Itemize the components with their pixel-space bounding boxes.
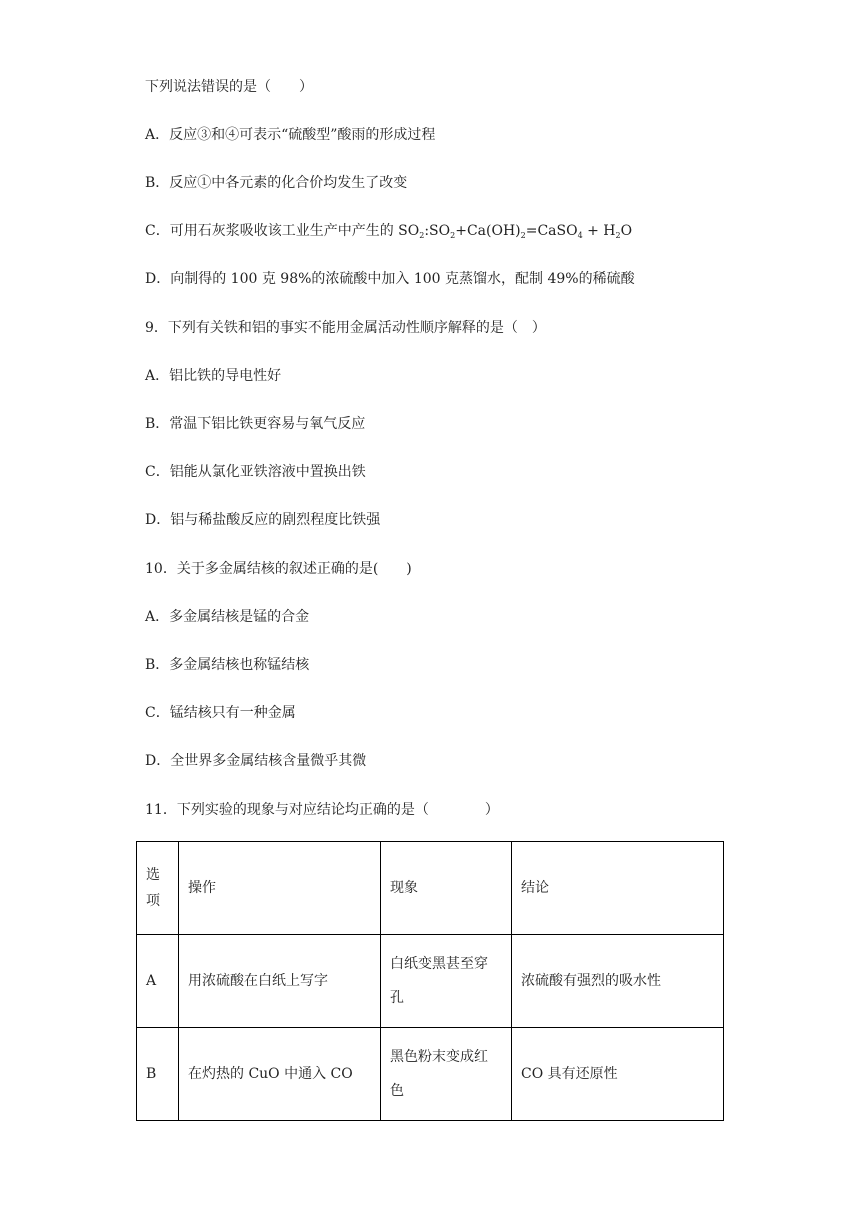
q9-option-c: C．铝能从氯化亚铁溶液中置换出铁 (145, 464, 366, 480)
table-cell: B (137, 1028, 179, 1121)
table-cell: 黑色粉末变成红 色 (381, 1028, 512, 1121)
q9-stem: 9．下列有关铁和铝的事实不能用金属活动性顺序解释的是（ ） (145, 320, 546, 336)
subscript: 2 (419, 231, 425, 240)
q10-stem: 10．关于多金属结核的叙述正确的是( ) (145, 561, 412, 577)
table-header-row (137, 842, 724, 935)
q9-option-d: D．铝与稀盐酸反应的剧烈程度比铁强 (145, 512, 381, 528)
question-intro: 下列说法错误的是（ ） (145, 79, 313, 95)
q8-option-c-text: =CaSO (525, 223, 578, 239)
table-cell: 白纸变黑甚至穿 孔 (381, 935, 512, 1028)
q9-option-a: A．铝比铁的导电性好 (145, 368, 282, 384)
table-cell: 在灼热的 CuO 中通入 CO (179, 1028, 381, 1121)
table-header-cell: 选 项 (137, 842, 179, 935)
q8-option-c (145, 221, 632, 246)
subscript: 2 (615, 231, 621, 240)
q8-option-c-text: +Ca(OH) (455, 223, 521, 239)
table-header-cell: 现象 (381, 842, 512, 935)
q8-option-d: D．向制得的 100 克 98%的浓硫酸中加入 100 克蒸馏水，配制 49%的稀硫酸 (145, 271, 635, 287)
table-row (137, 935, 724, 1028)
q11-table (136, 841, 724, 1121)
table-cell: CO 具有还原性 (512, 1028, 724, 1121)
q8-option-c-text: + H (582, 223, 616, 239)
subscript: 2 (450, 231, 456, 240)
q11-stem: 11．下列实验的现象与对应结论均正确的是（ ） (145, 802, 499, 818)
table-cell: 用浓硫酸在白纸上写字 (179, 935, 381, 1028)
table-header-cell: 结论 (512, 842, 724, 935)
table-row (137, 1028, 724, 1121)
table-header-cell: 操作 (179, 842, 381, 935)
q10-option-a: A．多金属结核是锰的合金 (145, 609, 310, 625)
q9-option-b: B．常温下铝比铁更容易与氧气反应 (145, 416, 366, 432)
q8-option-c-text: :SO (424, 223, 451, 239)
subscript: 4 (577, 231, 583, 240)
subscript: 2 (520, 231, 526, 240)
table-cell: A (137, 935, 179, 1028)
q10-option-d: D．全世界多金属结核含量微乎其微 (145, 753, 367, 769)
q8-option-a: A．反应③和④可表示“硫酸型”酸雨的形成过程 (145, 127, 436, 143)
q8-option-b: B．反应①中各元素的化合价均发生了改变 (145, 175, 408, 191)
q10-option-b: B．多金属结核也称锰结核 (145, 657, 310, 673)
q8-option-c-text: O (620, 223, 633, 239)
table-cell: 浓硫酸有强烈的吸水性 (512, 935, 724, 1028)
q8-option-c-text: C．可用石灰浆吸收该工业生产中产生的 SO (145, 223, 420, 239)
q10-option-c: C．锰结核只有一种金属 (145, 705, 296, 721)
